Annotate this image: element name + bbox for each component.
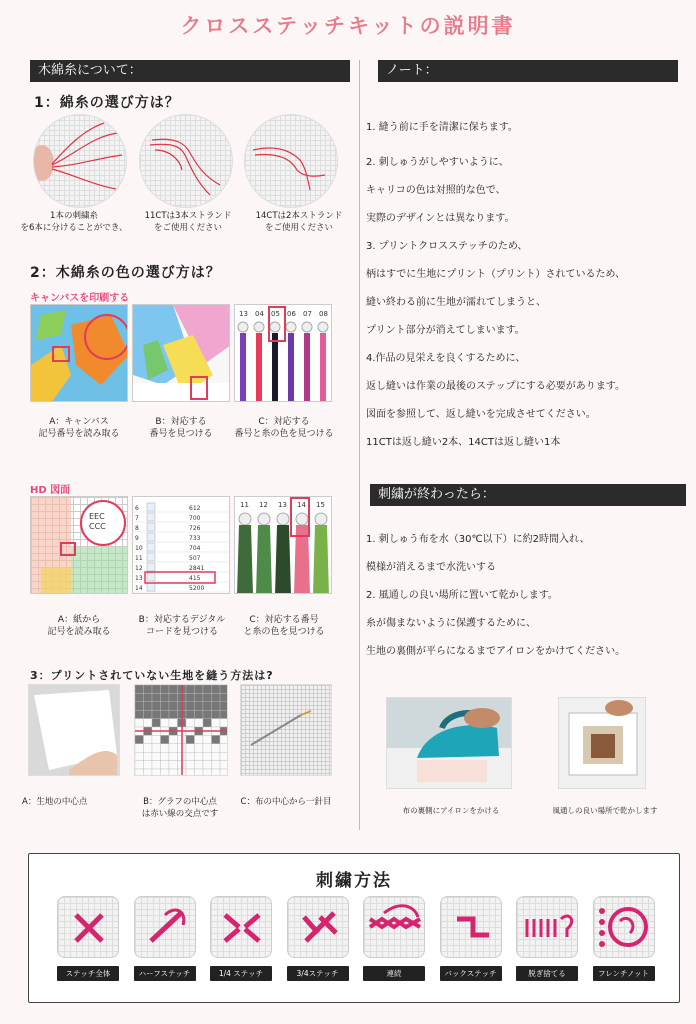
stitch-methods-panel: [28, 853, 680, 1003]
stitch-method-5: [363, 896, 425, 981]
thread-number: 13: [239, 310, 248, 318]
thread-number: 07: [303, 310, 312, 318]
after-line-4: 糸が傷まないように保護するために、: [366, 618, 536, 629]
q3-caption-a: A：生地の中心点: [22, 797, 88, 807]
hd-caption-a: A：紙から 記号を読み取る: [47, 615, 111, 637]
needle-fabric-photo: [240, 684, 332, 776]
thread-skein: [256, 333, 262, 402]
thread-skeins-b: [235, 497, 332, 594]
thread-skeins-a: [235, 305, 332, 402]
after-line-3: 2. 風通しの良い場所に置いて乾かします。: [366, 590, 558, 601]
row-number: 8: [135, 525, 139, 532]
section-bar-after: 刺繍が終わったら：: [370, 484, 686, 506]
stitch-diagram-icon: [516, 896, 578, 958]
thread-strands-icon: [34, 115, 127, 208]
thread-code: 704: [189, 545, 201, 552]
note-line-9: 4.作品の見栄えを良くするために、: [366, 353, 526, 364]
methods-title: 刺繍方法: [316, 871, 392, 891]
note-line-2: 2. 刺しゅうがしやすいように、: [366, 157, 509, 168]
after-line-1: 1. 刺しゅう布を水（30℃以下）に約2時間入れ、: [366, 534, 590, 545]
stitch-diagram-icon: [210, 896, 272, 958]
thread-code: 507: [189, 555, 201, 562]
q3-caption-b: B：グラフの中心点 は赤い線の交点です: [141, 797, 219, 819]
q1-caption-1: 1本の刺繍糸 を6本に分けることができ、: [20, 211, 128, 233]
thread-number: 15: [316, 501, 325, 509]
stitch-method-label: バックステッチ: [440, 966, 502, 981]
thread-code: 5200: [189, 585, 205, 592]
thread-number: 13: [278, 501, 287, 509]
note-line-6: 柄はすでに生地にプリント（プリント）されているため、: [366, 269, 626, 280]
q1-caption-2: 11CTは3本ストランド をご使用ください: [144, 211, 232, 233]
thread-skein: [275, 525, 291, 594]
photo-caption-iron: 布の裏側にアイロンをかける: [402, 806, 500, 815]
section-bar-notes: ノート：: [378, 60, 678, 82]
hd-image-c: [234, 496, 332, 594]
note-line-4: 実際のデザインとは異なります。: [366, 213, 515, 224]
section-bar-thread: 木綿糸について：: [30, 60, 350, 82]
question-1: 1：綿糸の選び方は？: [34, 95, 180, 111]
stitch-diagram-icon: [593, 896, 655, 958]
note-line-7: 縫い終わる前に生地が濡れてしまうと、: [366, 297, 546, 308]
fabric-fold-photo: [28, 684, 120, 776]
question-3: 3：プリントされていない生地を縫う方法は?: [30, 669, 274, 682]
hd-caption-b: B：対応するデジタル コードを見つける: [138, 615, 226, 637]
thread-skein: [320, 333, 326, 402]
row-number: 13: [135, 575, 143, 582]
canvas-caption-a: A：キャンバス 記号番号を読み取る: [38, 417, 120, 439]
thread-skein: [256, 525, 272, 594]
grid-chart-photo: [134, 684, 228, 776]
thread-code: 726: [189, 525, 201, 532]
stitch-method-label: 連続: [363, 966, 425, 981]
row-number: 14: [135, 585, 143, 592]
row-number: 10: [135, 545, 143, 552]
svg-text:CCC: CCC: [89, 522, 106, 531]
stitch-diagram-icon: [57, 896, 119, 958]
ironing-photo: [386, 697, 512, 789]
thread-skein: [288, 333, 294, 402]
note-line-5: 3. プリントクロスステッチのため、: [366, 241, 528, 252]
stitch-method-label: ハーフステッチ: [134, 966, 196, 981]
thread-skein: [240, 333, 246, 402]
row-number: 12: [135, 565, 143, 572]
thread-code: 2841: [189, 565, 205, 572]
note-line-11: 図面を参照して、返し縫いを完成させてください。: [366, 409, 596, 420]
code-table: [133, 497, 230, 594]
stitch-method-4: [287, 896, 349, 981]
thread-photo-2: [139, 114, 233, 208]
thread-number: 11: [240, 501, 249, 509]
canvas-caption-b: B：対応する 番号を見つける: [149, 417, 213, 439]
stitch-diagram-icon: [440, 896, 502, 958]
canvas-image-b: [132, 304, 230, 402]
row-number: 7: [135, 515, 139, 522]
column-divider: [359, 60, 360, 830]
stitch-method-1: [57, 896, 119, 981]
row-number: 6: [135, 505, 139, 512]
canvas-image-c: [234, 304, 332, 402]
thread-number: 12: [259, 501, 268, 509]
thread-photo-3: [244, 114, 338, 208]
question-2: 2：木綿糸の色の選び方は？: [30, 265, 221, 281]
hd-label: HD 図面: [30, 485, 71, 496]
thread-code: 415: [189, 575, 201, 582]
note-line-1: 1. 縫う前に手を清潔に保ちます。: [366, 122, 518, 133]
after-line-2: 模様が消えるまで水洗いする: [366, 562, 496, 573]
stitch-method-label: ステッチ全体: [57, 966, 119, 981]
stitch-method-8: [593, 896, 655, 981]
stitch-method-label: 脱ぎ捨てる: [516, 966, 578, 981]
thread-number: 14: [297, 501, 306, 509]
stitch-method-3: [210, 896, 272, 981]
canvas-image-a: [30, 304, 128, 402]
stitch-method-7: [516, 896, 578, 981]
hd-image-b: [132, 496, 230, 594]
hd-image-a: [30, 496, 128, 594]
thread-number: 06: [287, 310, 296, 318]
thread-skein: [313, 525, 329, 594]
page-title: クロスステッチキットの説明書: [180, 14, 516, 38]
hd-caption-c: C：対応する番号 と糸の色を見つける: [243, 615, 325, 637]
note-line-12: 11CTは返し縫い2本、14CTは返し縫い1本: [366, 437, 561, 448]
thread-number: 04: [255, 310, 264, 318]
thread-skein: [304, 333, 310, 402]
stitch-method-2: [134, 896, 196, 981]
q3-caption-c: C：布の中心から一針目: [240, 797, 332, 807]
stitch-diagram-icon: [287, 896, 349, 958]
stitch-method-label: 3/4ステッチ: [287, 966, 349, 981]
thread-code: 733: [189, 535, 201, 542]
after-line-5: 生地の裏側が平らになるまでアイロンをかけてください。: [366, 646, 626, 657]
iron-icon: [387, 698, 512, 789]
row-number: 9: [135, 535, 139, 542]
thread-skein: [237, 525, 253, 594]
thread-code: 612: [189, 505, 201, 512]
thread-photo-1: [33, 114, 127, 208]
q1-caption-3: 14CTは2本ストランド をご使用ください: [255, 211, 343, 233]
photo-caption-dry: 風通しの良い場所で乾かします: [552, 806, 658, 815]
thread-number: 08: [319, 310, 328, 318]
stitch-diagram-icon: [134, 896, 196, 958]
stitch-method-6: [440, 896, 502, 981]
thread-code: 700: [189, 515, 201, 522]
stitch-method-label: フレンチノット: [593, 966, 655, 981]
stitch-method-label: 1/4 ステッチ: [210, 966, 272, 981]
canvas-label: キャンバスを印刷する: [30, 293, 130, 304]
thread-skein: [272, 333, 278, 402]
stitch-diagram-icon: [363, 896, 425, 958]
thread-number: 05: [271, 310, 280, 318]
drying-photo: [558, 697, 646, 789]
canvas-caption-c: C：対応する 番号と糸の色を見つける: [234, 417, 334, 439]
svg-text:EEC: EEC: [89, 512, 105, 521]
note-line-8: プリント部分が消えてしまいます。: [366, 325, 525, 336]
row-number: 11: [135, 555, 143, 562]
note-line-3: キャリコの色は対照的な色で、: [366, 185, 506, 196]
note-line-10: 返し縫いは作業の最後のステップにする必要があります。: [366, 381, 625, 392]
